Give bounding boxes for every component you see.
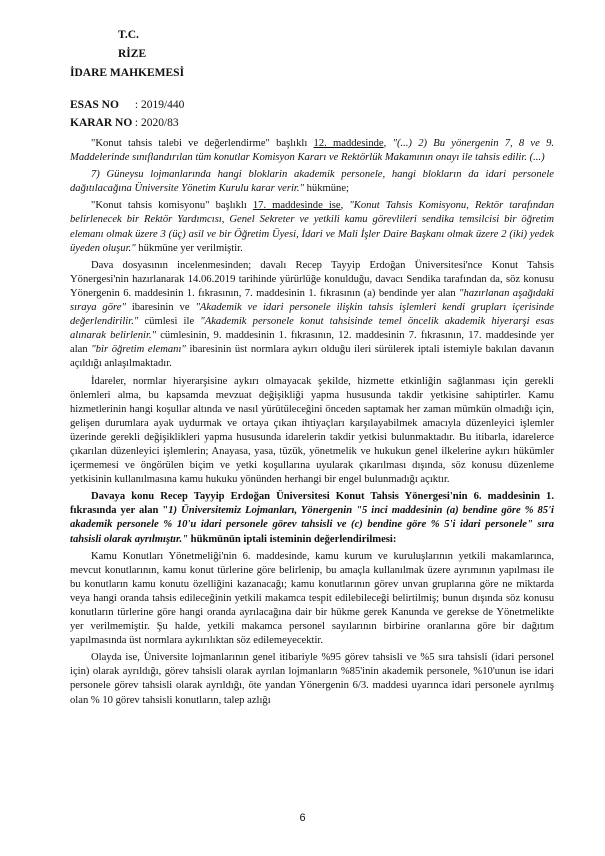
text-run: Davaya konu Recep Tayyip Erdoğan Üniversitesi Konut Tahsis Yönergesi'nin 6. maddesinin 1. fıkrasında yer alan " (70, 491, 554, 517)
text-run: "Konut tahsis komisyonu" başlıklı (91, 200, 253, 212)
paragraph-6 (70, 490, 554, 546)
karar-no-value: : 2020/83 (134, 117, 179, 129)
paragraph-5 (70, 375, 554, 488)
text-run: hükmüne yer verilmiştir. (135, 242, 243, 254)
text-run: ibaresinin üst normlara aykırı olduğu ileri sürülerek iptali istemiyle bakılan davanın açıldığı anlaşılmaktadır. (70, 344, 555, 370)
paragraph-2 (70, 168, 554, 196)
text-run: ibaresinin ve (125, 302, 196, 314)
text-run: hükmünün iptali isteminin değerlendirilmesi: (188, 533, 397, 545)
text-run: "Konut Tahsis Komisyonu, Rektör tarafından belirlenecek bir Rektör Yardımcısı, Genel Sekreter ve yetkili kamu görevlileri sendika temsilcisi bir öğretim elemanı olmak üzere 3 (üç) asil ve bir Öğretim Üyesi, İdari ve Mali İşler Daire Başkanı olmak üzere 2 (iki) yedek üyeden oluşur." (70, 200, 555, 254)
karar-no-label: KARAR NO (70, 117, 133, 129)
text-run: , (383, 138, 393, 149)
text-run: "Akademik ve idari personele ilişkin tahsis işlemleri kendi grupları içerisinde değerlendirilir." (70, 302, 554, 328)
text-run: Olayda ise, Üniversite lojmanlarının genel itibariyle %95 görev tahsisli ve %5 sıra tahsisli (idari personel için) olarak ayrıldığı, görev tahsisli olarak ayrılan lojmanların %85'inin akademik personele, %10'unun ise idari personele görev tahsisli olarak ayrıldığı, öte yandan Yönergenin 6/3. maddesi uyarınca idari personele ayrılmış olan % 10 görev tahsisli konutların, talep azlığı (70, 652, 554, 706)
esas-no-value: : 2019/440 (134, 99, 185, 111)
body-text (70, 137, 554, 711)
text-run: "Akademik personele konut tahsisinde temel öncelik akademik hiyerarşi esas alınarak belirlenir." (70, 316, 554, 342)
text-run: "Konut tahsis talebi ve değerlendirme" başlıklı (91, 138, 314, 149)
text-run: 12. maddesinde (313, 138, 384, 149)
text-run: 1) Üniversitemiz Lojmanları, Yönergenin "5 inci maddesinin (a) bendine göre % 85'i akademik personele % 10'u idari personele görev tahsisli ve (c) bendine göre % 5'i idari personele" sıra tahsisli olarak ayrılmıştır." (70, 505, 554, 545)
text-run: 17. maddesinde ise (252, 200, 341, 212)
header-city: RİZE (118, 48, 147, 60)
text-run: "bir öğretim elemanı" (91, 344, 186, 356)
paragraph-4 (70, 259, 554, 372)
header-tc: T.C. (118, 29, 139, 41)
text-run: hükmüne; (303, 183, 349, 195)
header-court: İDARE MAHKEMESİ (70, 67, 185, 79)
text-run: "hazırlanan aşağıdaki sıraya göre" (70, 287, 554, 314)
paragraph-3 (70, 199, 554, 255)
text-run: "(...) 2) Bu yönergenin 7, 8 ve 9. Maddelerinde sınıflandırılan tüm konutlar Komisyon Kararı ve Rektörlük Makamının onayı ile tahsis edilir. (...) (70, 138, 555, 164)
text-run: 7) Güneysu lojmanlarında hangi bloklarin akademik personele, hangi blokların da idari personele dağıtılacağına Üniversite Yönetim Kurulu karar verir." (70, 169, 554, 195)
text-run: cümlesinin, 9. maddesinin 1. fıkrasının, 12. maddesinin 7. fıkrasının, 17. maddesinde yer alan (70, 330, 554, 356)
text-run: İdareler, normlar hiyerarşisine aykırı olmayacak şekilde, hizmette etkinliğin sağlanması için gerekli önlemleri alma, bu kapsamda mevzuat değişikliği yapma hususunda takdir yetkisine sahiptirler. Kamu hizmetlerinin hangi koşullar altında ve nasıl yürütüleceğini önceden saptamak her zaman mümkün olmadığı için, gelişen durumlara ayak uydurmak ve ortaya çıkan ihtiyaçları karşılayabilmek amacıyla düzenleyici işlemler üzerinde gerekli değişiklikleri yapma hususunda idarelerin takdir yetkisi bulunmaktadır. Bu itibarla, idarelerce çıkarılan düzenleyici işlemlerin; Anayasa, yasa, tüzük, yönetmelik ve hukukun genel ilkelerine aykırı hükümler içermemesi ve öngörülen biçim ve yetki koşullarına uyularak çıkarılması dışında, söz konusu düzenleme yetkisinin kullanılmasına kamu hukuku yönünden herhangi bir engel bulunmadığı açıktır. (70, 375, 554, 486)
text-run: Dava dosyasının incelenmesinden; davalı Recep Tayyip Erdoğan Üniversitesi'nce Konut Tahsis Yönergesi'nin hazırlanarak 14.06.2019 tarihinde yürürlüğe konulduğu, davacı Sendika tarafından da, söz konusu Yönergenin 6. maddesinin 1. fıkrasının, 7. maddesinin 1. fıkrasının (a) bendinde yer alan (70, 259, 554, 299)
esas-no-line (70, 98, 184, 112)
paragraph-7 (70, 550, 554, 649)
paragraph-8 (70, 651, 554, 707)
page-number: 6 (299, 812, 306, 824)
text-run: cümlesi ile (138, 316, 201, 328)
text-run: , (340, 200, 350, 212)
esas-no-label: ESAS NO (70, 99, 119, 111)
paragraph-1 (70, 137, 554, 165)
karar-no-line (70, 116, 179, 130)
text-run: Kamu Konutları Yönetmeliği'nin 6. maddesinde, kamu kurum ve kuruluşlarının yetkili makamlarınca, mevcut konutlarının, kamu konut türlerine göre belirlenip, bu amaçla kullanılmak üzere ayrımının yapılması ile bu konutların kamu konutu özelliğini kazanacağı; kamu konutlarının görev unvan gruplarına göre ne miktarda veya hangi oranda tahsis edileceğinin yetkili makamca tespit edilebileceği belirtilmiş; bunun dışında söz konusu konutların türlerine göre hangi oranda ayrılacağına dair bir hükme gerek Kanunda ve gerekse de Yönetmelikte yer verilmemiştir. Şu halde, yetkili makamca personel sayılarının birbirine oranlarına göre bir dağıtım yapılmasında üst normlara aykırılıktan söz edilemeyecektir. (70, 550, 554, 647)
